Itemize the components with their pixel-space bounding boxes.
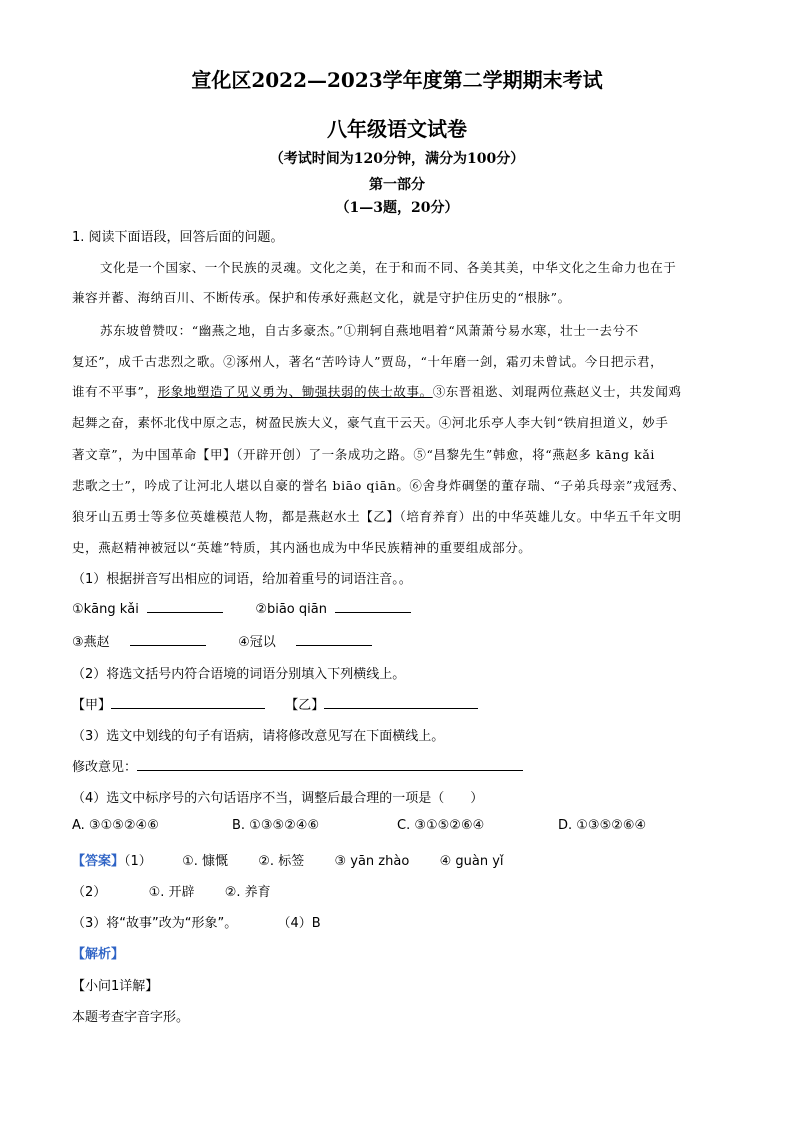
question-range: （1—3题，20分） <box>335 200 459 216</box>
answer-prefix: （1） <box>124 854 152 869</box>
exam-subtitle: 八年级语文试卷 <box>327 117 467 141</box>
revision-label: 修改意见： <box>72 760 138 775</box>
answer-1-1: ①. 慷慨 <box>182 854 228 869</box>
passage-line: 复还”，成千古悲烈之歌。②涿州人，著名“苦吟诗人”贾岛，“十年磨一剑，霜刃未曾试。今日把示君， <box>72 354 664 369</box>
item-kangkai: ①kāng kǎi <box>72 602 139 617</box>
answer-blank[interactable] <box>335 600 411 613</box>
answer-2-1: ①. 开辟 <box>148 885 195 900</box>
answer-blank[interactable] <box>296 633 372 646</box>
sub-question-3-row <box>72 756 523 775</box>
passage-line: 兼容并蓄、海纳百川、不断传承。保护和传承好燕赵文化，就是守护住历史的“根脉”。 <box>72 290 571 305</box>
sub-question-3-prompt: （3）选文中划线的句子有语病，请将修改意见写在下面横线上。 <box>72 729 445 744</box>
answer-label: 【答案】 <box>72 854 125 869</box>
yi-label: 【乙】 <box>285 698 325 713</box>
item-yanzhao: ③燕赵 <box>72 635 110 650</box>
passage-line: 狼牙山五勇士等多位英雄模范人物，都是燕赵水土【乙】（培育养育）出的中华英雄儿女。中华五千年文明 <box>72 509 682 524</box>
answer-blank[interactable] <box>324 696 478 709</box>
passage-text: 谁有不平事”， <box>72 384 158 399</box>
sub-question-1-prompt: （1）根据拼音写出相应的词语，给加着重号的词语注音。。 <box>72 572 412 587</box>
answer-blank[interactable] <box>137 758 523 771</box>
jia-label: 【甲】 <box>72 698 112 713</box>
passage-line: 悲歌之士”，吟成了让河北人堪以自豪的誉名 biāo qiān。⑥舍身炸碉堡的董存瑞、“子弟兵母亲”戎冠秀、 <box>72 478 686 493</box>
exam-info: （考试时间为120分钟，满分为100分） <box>269 151 525 167</box>
passage-line: 文化是一个国家、一个民族的灵魂。文化之美，在于和而不同、各美其美，中华文化之生命力也在于 <box>100 260 677 275</box>
answer-2-2: ②. 养育 <box>224 885 271 900</box>
answer-prefix: （2） <box>72 885 107 900</box>
question-1-prompt: 1. 阅读下面语段，回答后面的问题。 <box>72 230 284 245</box>
answer-1-3: ③ yān zhào <box>334 854 410 869</box>
passage-line: 史，燕赵精神被冠以“英雄”特质，其内涵也成为中华民族精神的重要组成部分。 <box>72 540 532 555</box>
sub-question-2-prompt: （2）将选文括号内符合语境的词语分别填入下列横线上。 <box>72 667 406 682</box>
option-a[interactable]: A. ③①⑤②④⑥ <box>72 818 159 833</box>
option-c[interactable]: C. ③①⑤②⑥④ <box>397 818 485 833</box>
passage-line <box>72 382 682 400</box>
answer-blank[interactable] <box>130 633 206 646</box>
item-guanyi: ④冠以 <box>238 635 276 650</box>
answer-1-2: ②. 标签 <box>258 854 305 869</box>
answer-line-2 <box>72 881 271 900</box>
answer-line-3 <box>72 912 321 931</box>
answer-blank[interactable] <box>147 600 223 613</box>
answer-1-4: ④ guàn yǐ <box>439 854 504 869</box>
exam-title: 宣化区2022—2023学年度第二学期期末考试 <box>191 68 603 92</box>
sub-question-4-prompt: （4）选文中标序号的六句话语序不当，调整后最合理的一项是（ ） <box>72 791 484 806</box>
passage-line: 著文章”，为中国革命【甲】（开辟开创）了一条成功之路。⑤“昌黎先生”韩愈，将“燕赵多 kāng kǎi <box>72 447 655 462</box>
detail-label: 【小问1详解】 <box>72 979 159 994</box>
passage-line: 苏东坡曾赞叹：“幽燕之地，自古多豪杰。”①荆轲自燕地唱着“风萧萧兮易水寒，壮士一去兮不 <box>100 323 639 338</box>
part-heading: 第一部分 <box>369 177 425 193</box>
answer-blank[interactable] <box>111 696 265 709</box>
underlined-sentence: 形象地塑造了见义勇为、锄强扶弱的侠士故事。 <box>157 384 433 399</box>
option-b[interactable]: B. ①③⑤②④⑥ <box>232 818 320 833</box>
answer-4: （4）B <box>277 916 321 931</box>
item-biaoqian: ②biāo qiān <box>255 602 327 617</box>
option-d[interactable]: D. ①③⑤②⑥④ <box>558 818 647 833</box>
analysis-label: 【解析】 <box>72 947 125 962</box>
answer-3: （3）将“故事”改为“形象”。 <box>72 916 238 931</box>
sub-question-1-row-1 <box>72 600 411 617</box>
passage-line: 起舞之奋，素怀北伐中原之志，树盈民族大义，豪气直干云天。④河北乐亭人李大钊“铁肩担道义，妙手 <box>72 415 669 430</box>
passage-text: ③东晋祖逖、刘琨两位燕赵义士，共发闻鸡 <box>432 384 682 399</box>
answer-line-1 <box>72 850 504 869</box>
sub-question-2-row <box>72 694 478 713</box>
detail-text: 本题考查字音字形。 <box>72 1010 190 1025</box>
sub-question-1-row-2 <box>72 631 372 650</box>
